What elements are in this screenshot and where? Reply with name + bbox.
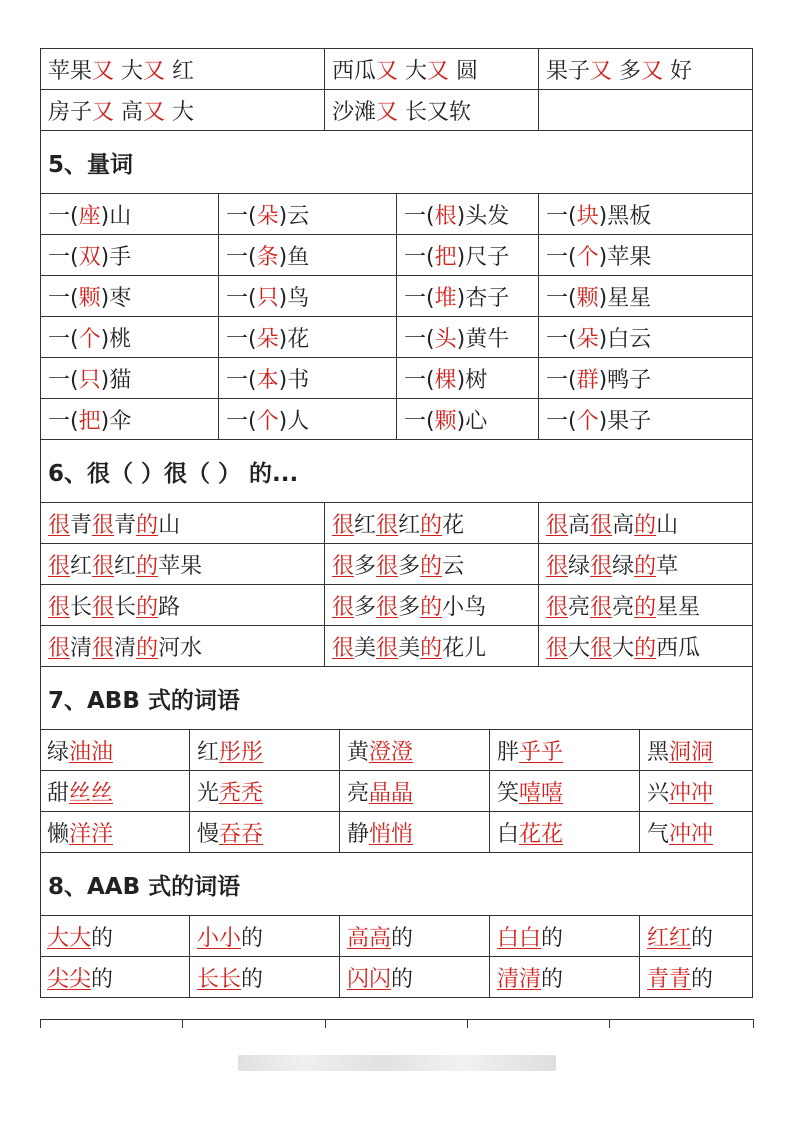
section-6-body xyxy=(41,503,753,667)
word-cell: 静悄悄 xyxy=(340,812,490,852)
phrase-cell: 很高很高的山 xyxy=(539,503,753,544)
answer: 的 xyxy=(136,594,159,620)
answer: 很 xyxy=(92,594,115,620)
answer: 的 xyxy=(420,594,443,620)
measure-word-cell: 一(群)鸭子 xyxy=(539,358,753,399)
phrase-cell: 很亮很亮的星星 xyxy=(539,585,753,626)
answer: 又 xyxy=(590,58,613,84)
word-row-container xyxy=(41,916,753,957)
answer: 很 xyxy=(376,594,399,620)
section-6-header xyxy=(41,440,753,503)
measure-word-row xyxy=(41,399,753,440)
answer: 的 xyxy=(136,553,159,579)
measure-word-row xyxy=(41,235,753,276)
answer: 的 xyxy=(420,553,443,579)
word-cell: 绿油油 xyxy=(41,730,190,770)
answer: 头 xyxy=(434,326,457,352)
word-cell: 红彤彤 xyxy=(190,730,340,770)
answer: 很 xyxy=(332,635,355,661)
answer: 很 xyxy=(92,635,115,661)
section-title: 5、量词 xyxy=(41,131,753,194)
phrase-cell: 很多很多的云 xyxy=(325,544,539,585)
section-title: 6、很（ ）很（ ） 的... xyxy=(41,440,753,503)
phrase-cell: 很清很清的河水 xyxy=(41,626,325,667)
answer: 朵 xyxy=(256,203,279,229)
phrase-row xyxy=(41,544,753,585)
answer: 很 xyxy=(546,512,569,538)
answer: 冲冲 xyxy=(669,780,714,806)
word-cell: 黄澄澄 xyxy=(340,730,490,770)
answer: 的 xyxy=(634,512,657,538)
answer: 很 xyxy=(92,512,115,538)
measure-word-cell: 一(座)山 xyxy=(41,194,219,235)
section-5-body xyxy=(41,194,753,440)
answer: 本 xyxy=(256,367,279,393)
answer: 的 xyxy=(420,635,443,661)
answer: 长长 xyxy=(197,966,242,992)
measure-word-cell: 一(个)桃 xyxy=(41,317,219,358)
measure-word-cell: 一(朵)花 xyxy=(219,317,397,358)
answer: 冲冲 xyxy=(669,821,714,847)
measure-word-row xyxy=(41,276,753,317)
answer: 颗 xyxy=(434,408,457,434)
word-cell: 小小的 xyxy=(190,916,340,956)
answer: 把 xyxy=(434,244,457,270)
answer: 彤彤 xyxy=(219,739,264,765)
word-row xyxy=(41,957,753,998)
phrase-cell: 很绿很绿的草 xyxy=(539,544,753,585)
answer: 根 xyxy=(434,203,457,229)
answer: 洋洋 xyxy=(69,821,114,847)
word-cell: 长长的 xyxy=(190,957,340,997)
phrase-cell: 很青很青的山 xyxy=(41,503,325,544)
answer: 又 xyxy=(92,58,115,84)
section-8-body xyxy=(41,916,753,998)
answer: 个 xyxy=(78,326,101,352)
answer: 很 xyxy=(332,553,355,579)
word-cell: 黑洞洞 xyxy=(640,730,753,770)
word-cell: 白花花 xyxy=(490,812,640,852)
section-title: 7、ABB 式的词语 xyxy=(41,667,753,730)
measure-word-cell: 一(双)手 xyxy=(41,235,219,276)
word-cell: 青青的 xyxy=(640,957,753,997)
answer: 的 xyxy=(634,594,657,620)
word-cell: 气冲冲 xyxy=(640,812,753,852)
answer: 油油 xyxy=(69,739,114,765)
answer: 颗 xyxy=(576,285,599,311)
word-cell: 闪闪的 xyxy=(340,957,490,997)
section-8-header xyxy=(41,853,753,916)
answer: 很 xyxy=(332,594,355,620)
answer: 个 xyxy=(576,408,599,434)
measure-word-cell: 一(颗)心 xyxy=(397,399,539,440)
answer: 悄悄 xyxy=(369,821,414,847)
measure-word-cell: 一(头)黄牛 xyxy=(397,317,539,358)
answer: 很 xyxy=(376,635,399,661)
answer: 又 xyxy=(641,58,664,84)
phrase-row xyxy=(41,626,753,667)
section-5-header xyxy=(41,131,753,194)
answer: 吞吞 xyxy=(219,821,264,847)
answer: 大大 xyxy=(47,925,92,951)
measure-word-cell: 一(个)果子 xyxy=(539,399,753,440)
answer: 群 xyxy=(576,367,599,393)
measure-word-cell: 一(块)黑板 xyxy=(539,194,753,235)
answer: 秃秃 xyxy=(219,780,264,806)
answer: 尖尖 xyxy=(47,966,92,992)
word-cell: 红红的 xyxy=(640,916,753,956)
measure-word-cell: 一(朵)云 xyxy=(219,194,397,235)
answer: 个 xyxy=(576,244,599,270)
word-cell: 懒洋洋 xyxy=(41,812,190,852)
phrase-cell: 苹果又 大又 红 xyxy=(41,49,325,90)
answer: 丝丝 xyxy=(69,780,114,806)
word-row-container xyxy=(41,730,753,771)
section-7-header xyxy=(41,667,753,730)
answer: 很 xyxy=(332,512,355,538)
section-title: 8、AAB 式的词语 xyxy=(41,853,753,916)
section-7-body xyxy=(41,730,753,853)
answer: 的 xyxy=(634,553,657,579)
answer: 很 xyxy=(590,553,613,579)
answer: 清清 xyxy=(497,966,542,992)
measure-word-row xyxy=(41,194,753,235)
answer: 很 xyxy=(590,512,613,538)
measure-word-cell: 一(条)鱼 xyxy=(219,235,397,276)
word-row xyxy=(41,812,753,853)
answer: 块 xyxy=(576,203,599,229)
worksheet xyxy=(40,48,752,998)
measure-word-cell: 一(根)头发 xyxy=(397,194,539,235)
answer: 双 xyxy=(78,244,101,270)
answer: 很 xyxy=(48,635,71,661)
word-cell: 甜丝丝 xyxy=(41,771,190,811)
answer: 很 xyxy=(546,553,569,579)
answer: 很 xyxy=(590,594,613,620)
word-cell: 笑嘻嘻 xyxy=(490,771,640,811)
section-4-row xyxy=(41,49,753,90)
answer: 晶晶 xyxy=(369,780,414,806)
answer: 朵 xyxy=(576,326,599,352)
measure-word-cell: 一(只)鸟 xyxy=(219,276,397,317)
word-cell: 光秃秃 xyxy=(190,771,340,811)
answer: 高高 xyxy=(347,925,392,951)
answer: 只 xyxy=(78,367,101,393)
answer: 很 xyxy=(92,553,115,579)
blurred-watermark xyxy=(238,1055,556,1071)
phrase-cell: 很红很红的苹果 xyxy=(41,544,325,585)
word-row-container xyxy=(41,957,753,998)
answer: 红红 xyxy=(647,925,692,951)
answer: 小小 xyxy=(197,925,242,951)
word-cell: 白白的 xyxy=(490,916,640,956)
answer: 闪闪 xyxy=(347,966,392,992)
answer: 棵 xyxy=(434,367,457,393)
table-continuation-edge xyxy=(40,1019,754,1028)
answer: 又 xyxy=(143,58,166,84)
measure-word-cell: 一(把)伞 xyxy=(41,399,219,440)
phrase-cell: 房子又 高又 大 xyxy=(41,90,325,131)
answer: 很 xyxy=(546,594,569,620)
word-cell: 高高的 xyxy=(340,916,490,956)
phrase-cell: 很多很多的小鸟 xyxy=(325,585,539,626)
answer: 花花 xyxy=(519,821,564,847)
answer: 乎乎 xyxy=(519,739,564,765)
measure-word-cell: 一(朵)白云 xyxy=(539,317,753,358)
answer: 又 xyxy=(143,99,166,125)
section-4-row xyxy=(41,90,753,131)
answer: 洞洞 xyxy=(669,739,714,765)
measure-word-cell: 一(把)尺子 xyxy=(397,235,539,276)
answer: 个 xyxy=(256,408,279,434)
answer: 很 xyxy=(376,553,399,579)
answer: 的 xyxy=(634,635,657,661)
answer: 朵 xyxy=(256,326,279,352)
answer: 嘻嘻 xyxy=(519,780,564,806)
answer: 又 xyxy=(376,58,399,84)
answer: 澄澄 xyxy=(369,739,414,765)
answer: 把 xyxy=(78,408,101,434)
phrase-cell: 果子又 多又 好 xyxy=(539,49,753,90)
word-cell: 慢吞吞 xyxy=(190,812,340,852)
measure-word-cell: 一(颗)星星 xyxy=(539,276,753,317)
answer: 很 xyxy=(546,635,569,661)
measure-word-cell: 一(本)书 xyxy=(219,358,397,399)
answer: 很 xyxy=(590,635,613,661)
phrase-row xyxy=(41,585,753,626)
answer: 的 xyxy=(420,512,443,538)
word-cell: 大大的 xyxy=(41,916,190,956)
measure-word-cell: 一(堆)杏子 xyxy=(397,276,539,317)
answer: 堆 xyxy=(434,285,457,311)
phrase-cell: 很美很美的花儿 xyxy=(325,626,539,667)
answer: 很 xyxy=(48,553,71,579)
measure-word-cell: 一(个)苹果 xyxy=(539,235,753,276)
answer: 颗 xyxy=(78,285,101,311)
answer: 的 xyxy=(136,512,159,538)
measure-word-cell: 一(个)人 xyxy=(219,399,397,440)
answer: 很 xyxy=(48,512,71,538)
word-row xyxy=(41,771,753,812)
answer: 白白 xyxy=(497,925,542,951)
word-cell: 清清的 xyxy=(490,957,640,997)
answer: 又 xyxy=(427,58,450,84)
answer: 青青 xyxy=(647,966,692,992)
measure-word-cell: 一(颗)枣 xyxy=(41,276,219,317)
phrase-cell: 西瓜又 大又 圆 xyxy=(325,49,539,90)
word-cell: 尖尖的 xyxy=(41,957,190,997)
measure-word-row xyxy=(41,358,753,399)
measure-word-cell: 一(只)猫 xyxy=(41,358,219,399)
answer: 只 xyxy=(256,285,279,311)
phrase-row xyxy=(41,503,753,544)
word-cell: 兴冲冲 xyxy=(640,771,753,811)
empty-cell xyxy=(539,90,753,131)
word-row-container xyxy=(41,812,753,853)
answer: 条 xyxy=(256,244,279,270)
phrase-cell: 很大很大的西瓜 xyxy=(539,626,753,667)
measure-word-row xyxy=(41,317,753,358)
answer: 座 xyxy=(78,203,101,229)
answer: 又 xyxy=(376,99,399,125)
word-row xyxy=(41,916,753,957)
word-cell: 胖乎乎 xyxy=(490,730,640,770)
answer: 很 xyxy=(48,594,71,620)
measure-word-cell: 一(棵)树 xyxy=(397,358,539,399)
answer: 的 xyxy=(136,635,159,661)
phrase-cell: 很红很红的花 xyxy=(325,503,539,544)
answer: 很 xyxy=(376,512,399,538)
worksheet-table xyxy=(40,48,753,998)
answer: 又 xyxy=(92,99,115,125)
phrase-cell: 沙滩又 长又软 xyxy=(325,90,539,131)
word-cell: 亮晶晶 xyxy=(340,771,490,811)
word-row-container xyxy=(41,771,753,812)
phrase-cell: 很长很长的路 xyxy=(41,585,325,626)
word-row xyxy=(41,730,753,771)
